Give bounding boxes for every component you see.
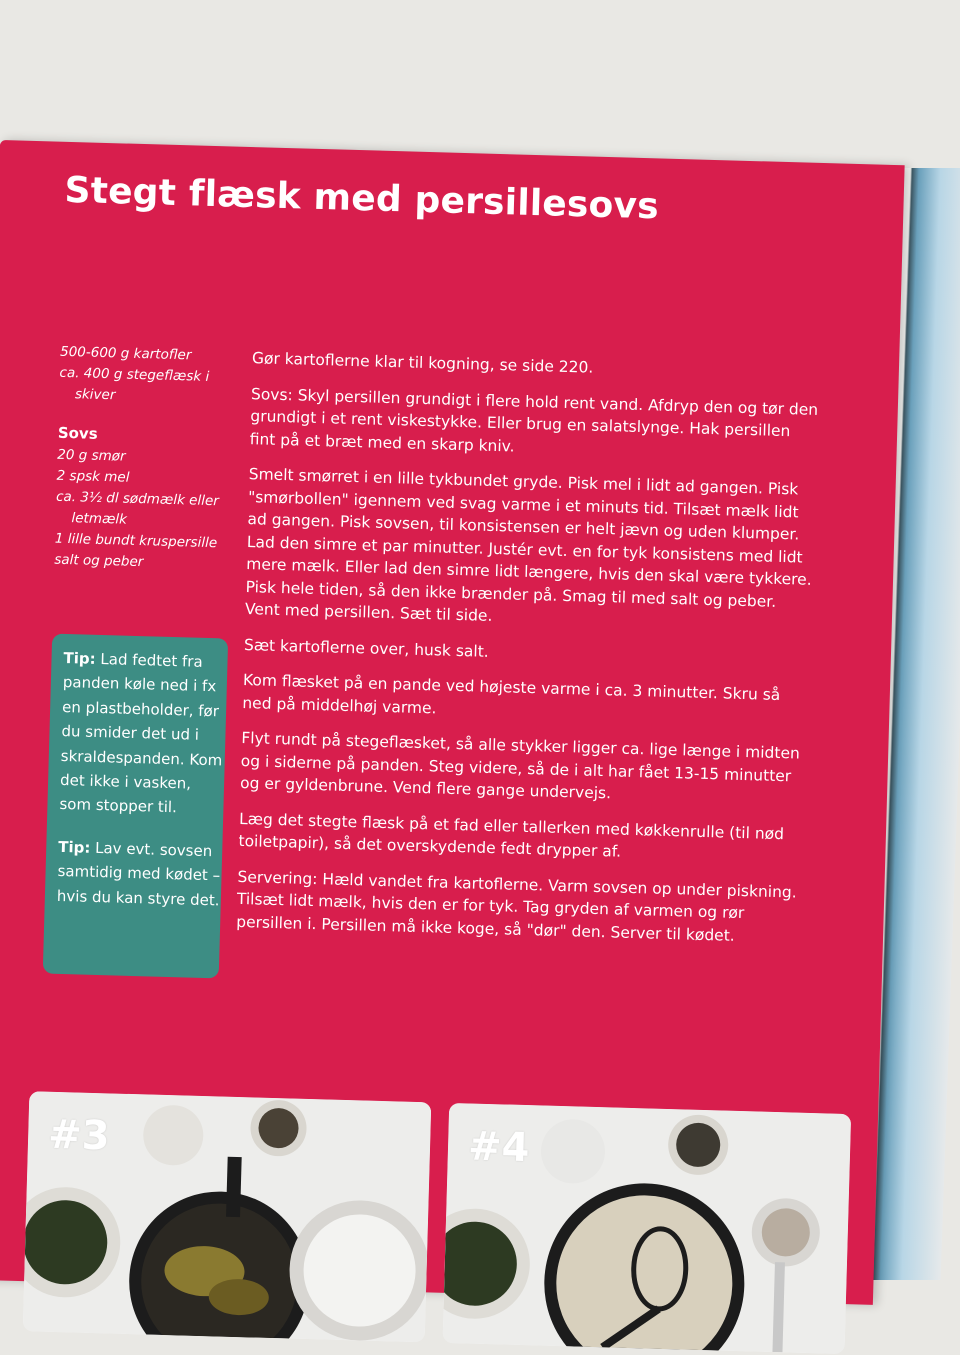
method-paragraph: Smelt smørret i en lille tykbundet gryde. Pisk mel i lidt ad gangen. Pisk "smørbollen" igennem ved svag varme i et minuts tid. Tilsæt mælk lidt ad gangen. Pisk sovsen, til konsistensen er helt jævn og uden klumper. Lad den simre et par minutter. Justér evt. en for tyk konsistens med lidt mere mælk. Eller lad den simre lidt længere, hvis den skal være tykkere. Pisk hele tiden, så den ikke brænder på. Smag til med salt og peber. Vent med persillen. Sæt til side. — [244, 465, 812, 625]
sauce-heading: Sovs — [57, 423, 98, 443]
method-text — [236, 347, 823, 962]
ingredient-item: 1 lille bundt kruspersille — [54, 530, 218, 552]
recipe-title: Stegt flæsk med persillesovs — [64, 169, 660, 228]
step-badge: #4 — [467, 1123, 531, 1172]
ingredient-item: ca. 3½ dl sødmælk eller — [55, 488, 220, 510]
method-paragraph: Sæt kartoflerne over, husk salt. — [243, 635, 489, 661]
ingredient-item: salt og peber — [54, 551, 144, 571]
ingredient-item: 2 spsk mel — [56, 467, 130, 486]
tip-label: Tip: — [58, 837, 91, 857]
ingredient-list — [54, 342, 235, 576]
method-paragraph: Flyt rundt på stegeflæsket, så alle stykker ligger ca. lige længe i midten og i siderne på panden. Steg videre, så de i alt har fået 13-15 minutter og er gyldenbrune. Vend flere gange undervejs. — [239, 728, 801, 803]
step-photo-3 — [23, 1091, 432, 1342]
method-paragraph: Kom flæsket på en pande ved højeste varme i ca. 3 minutter. Skru så ned på middelhøj varme. — [242, 670, 781, 717]
tip — [57, 835, 223, 913]
method-paragraph: Servering: Hæld vandet fra kartoflerne. Varm sovsen op under piskning. Tilsæt lidt mælk, hvis den er for tyk. Tag gryden af varmen og rør persillen i. Persillen må ikke koge, så "dør" den. Server til kødet. — [236, 867, 797, 945]
tip-box — [43, 634, 228, 979]
tip — [59, 646, 228, 821]
ingredient-item: 500-600 g kartofler — [59, 343, 192, 364]
ingredient-item: letmælk — [71, 510, 128, 528]
step-badge: #3 — [47, 1111, 111, 1160]
step-photo-4 — [443, 1103, 852, 1354]
tip-text: Lad fedtet fra panden køle ned i fx en plastbeholder, før du smider det ud i skraldespanden. Kom det ikke i vasken, som stopper til. — [59, 649, 223, 817]
ingredient-item: skiver — [74, 386, 116, 404]
tip-label: Tip: — [63, 648, 96, 668]
ingredient-item: ca. 400 g stegeflæsk i — [59, 364, 210, 385]
tip-text: Lav evt. sovsen samtidig med kødet – hvis du kan styre det. — [56, 838, 221, 910]
method-paragraph: Sovs: Skyl persillen grundigt i flere hold rent vand. Afdryp den og tør den grundigt i et rent viskestykke. Eller brug en salatslynge. Hak persillen fint på et bræt med en skarp kniv. — [249, 384, 819, 455]
method-paragraph: Gør kartoflerne klar til kogning, se side 220. — [251, 349, 594, 377]
method-paragraph: Læg det stegte flæsk på et fad eller tallerken med køkkenrulle (til nød toiletpapir), så det overskydende fedt drypper af. — [238, 809, 785, 861]
recipe-page — [0, 140, 905, 1305]
ingredient-item: 20 g smør — [57, 446, 126, 465]
